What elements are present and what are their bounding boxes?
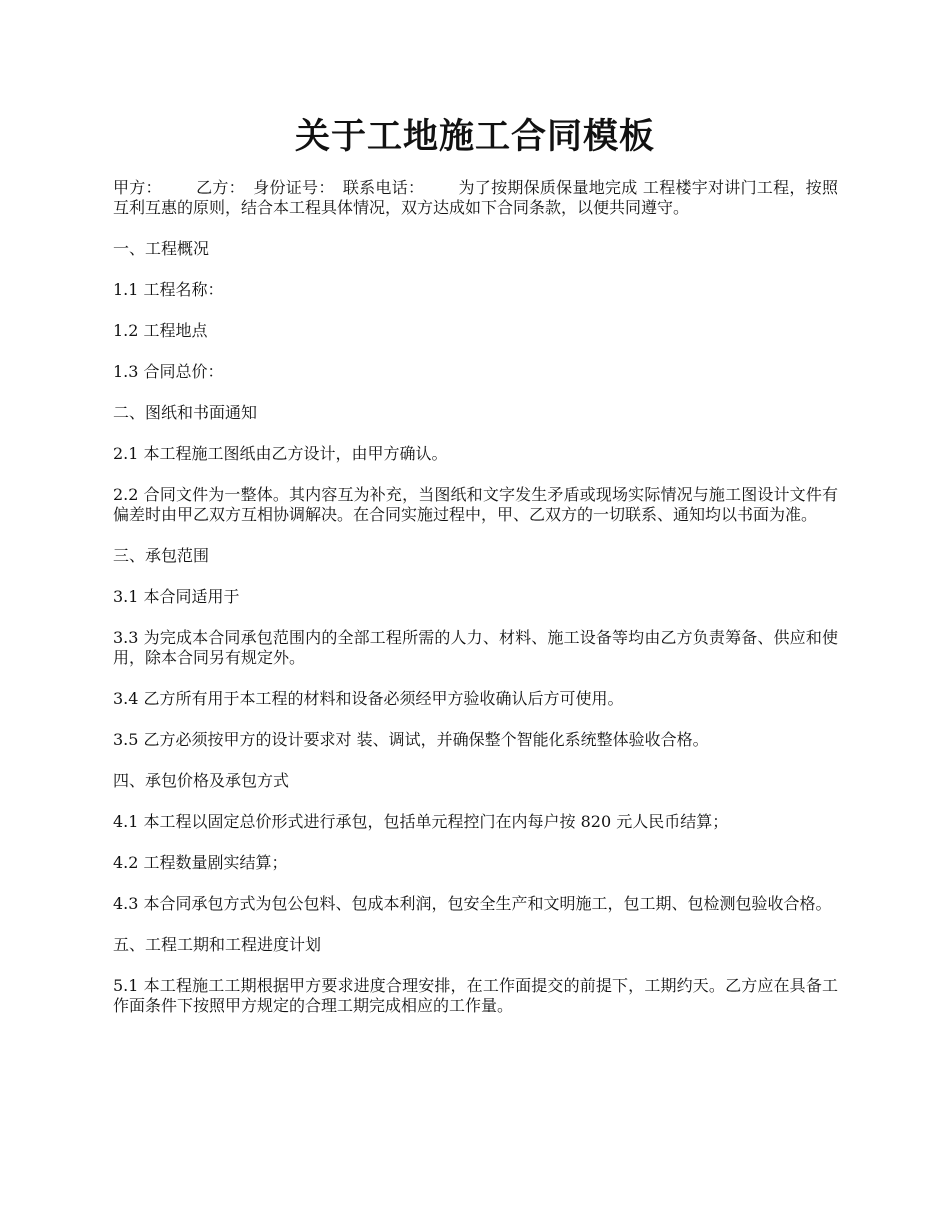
party-a-label: 甲方： bbox=[113, 178, 162, 197]
clause: 4.2 工程数量剧实结算； bbox=[113, 853, 288, 872]
clause: 3.3 为完成本合同承包范围内的全部工程所需的人力、材料、施工设备等均由乙方负责筹备、供应和使用，除本合同另有规定外。 bbox=[113, 628, 838, 667]
clause: 4.3 本合同承包方式为包公包料、包成本利润，包安全生产和文明施工，包工期、包检测包验收合格。 bbox=[113, 894, 832, 913]
document-body bbox=[113, 178, 838, 1037]
section-heading: 一、工程概况 bbox=[113, 239, 210, 258]
clause: 2.1 本工程施工图纸由乙方设计，由甲方确认。 bbox=[113, 444, 448, 463]
clause: 2.2 合同文件为一整体。其内容互为补充，当图纸和文字发生矛盾或现场实际情况与施工图设计文件有偏差时由甲乙双方互相协调解决。在合同实施过程中，甲、乙双方的一切联系、通知均以书面为准。 bbox=[113, 485, 838, 524]
id-number-label: 身份证号： bbox=[252, 178, 335, 197]
phone-label: 联系电话： bbox=[342, 178, 425, 197]
clause: 1.3 合同总价： bbox=[113, 362, 224, 381]
section-heading: 五、工程工期和工程进度计划 bbox=[113, 935, 322, 954]
clause: 5.1 本工程施工工期根据甲方要求进度合理安排，在工作面提交的前提下，工期约天。乙方应在具备工作面条件下按照甲方规定的合理工期完成相应的工作量。 bbox=[113, 976, 838, 1015]
clause: 3.4 乙方所有用于本工程的材料和设备必须经甲方验收确认后方可使用。 bbox=[113, 689, 624, 708]
intro-text: 为了按期保质保量地完成 工程楼宇对讲门工程，按照互利互惠的原则，结合本工程具体情况，双方达成如下合同条款，以便共同遵守。 bbox=[113, 178, 838, 217]
section-heading: 四、承包价格及承包方式 bbox=[113, 771, 290, 790]
clause: 4.1 本工程以固定总价形式进行承包，包括单元程控门在内每户按 820 元人民币结算； bbox=[113, 812, 729, 831]
clause: 3.5 乙方必须按甲方的设计要求对 装、调试，并确保整个智能化系统整体验收合格。 bbox=[113, 730, 709, 749]
section-heading: 三、承包范围 bbox=[113, 546, 210, 565]
clause: 3.1 本合同适用于 bbox=[113, 587, 240, 606]
section-heading: 二、图纸和书面通知 bbox=[113, 403, 258, 422]
party-b-label: 乙方： bbox=[195, 178, 245, 197]
intro-paragraph bbox=[113, 178, 838, 218]
clause: 1.2 工程地点 bbox=[113, 321, 208, 340]
clause: 1.1 工程名称： bbox=[113, 280, 224, 299]
document-title: 关于工地施工合同模板 bbox=[294, 116, 655, 157]
